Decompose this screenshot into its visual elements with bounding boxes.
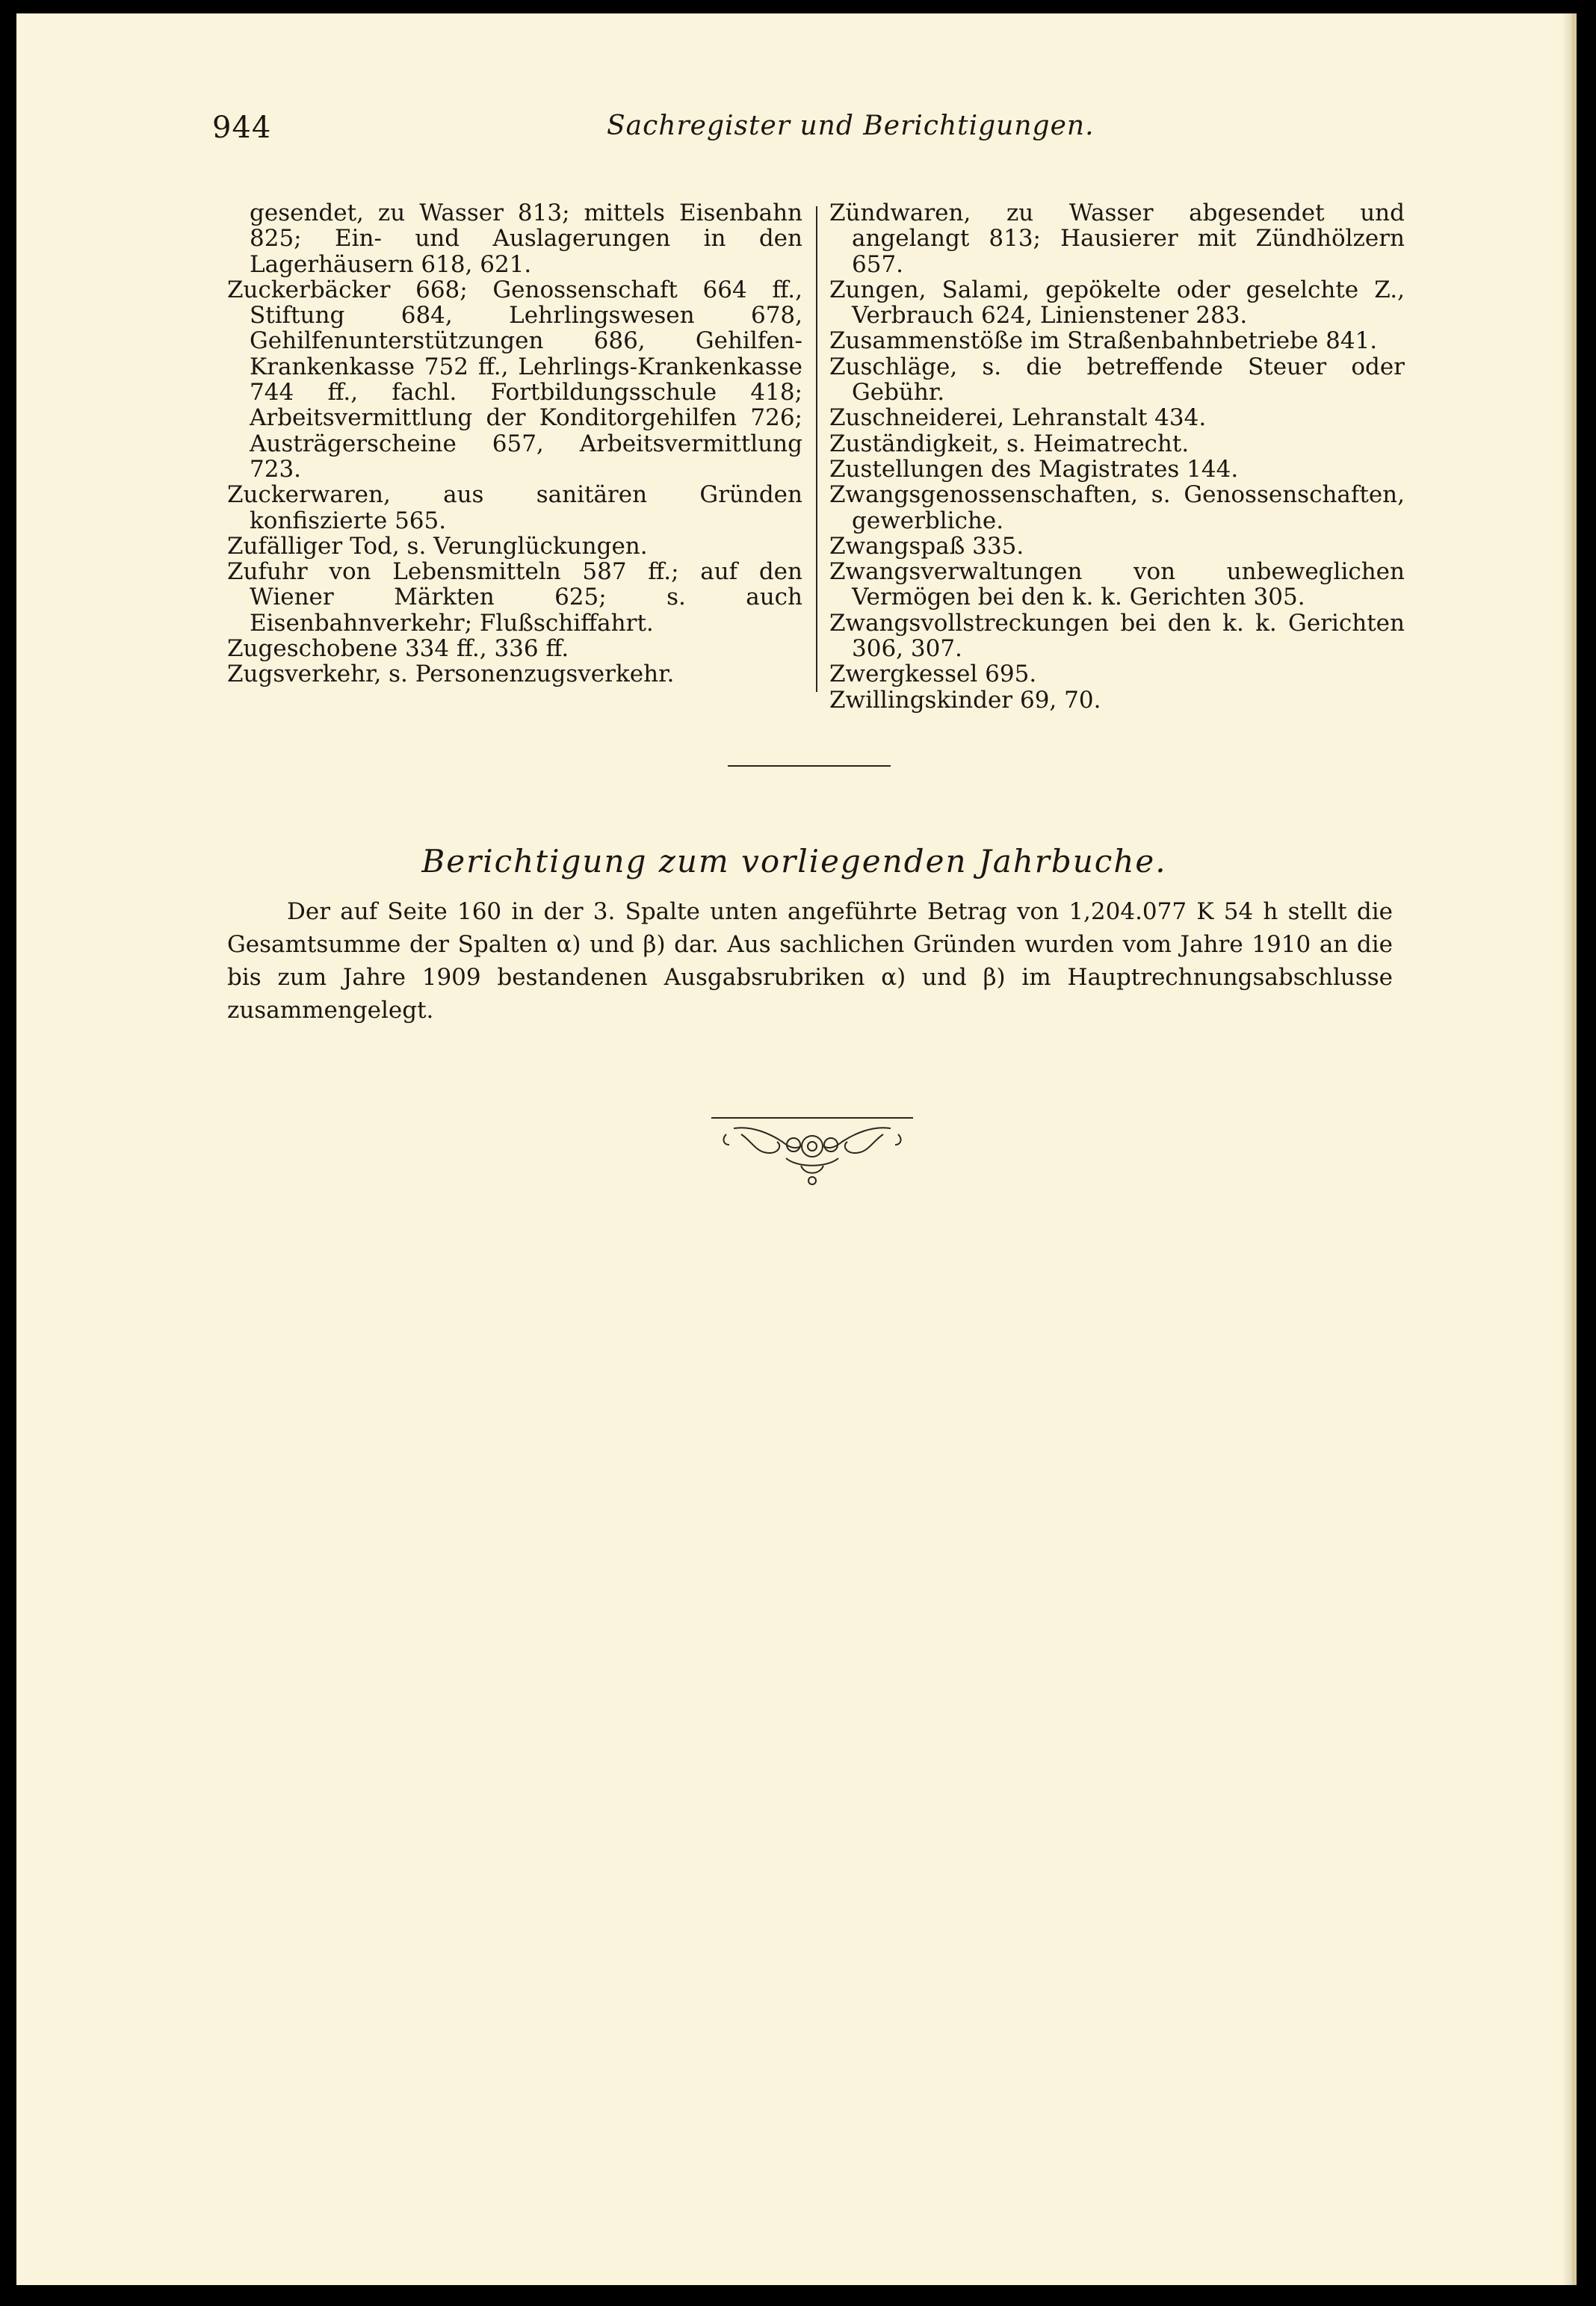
index-entry: Zuständigkeit, s. Heimatrecht. [829,430,1190,457]
index-entry: Zwangsgenossenschaften, s. Genossenschaften, gewerbliche. [829,481,1405,534]
running-head [16,111,1572,155]
index-entry: Zugeschobene 334 ff., 336 ff. [227,635,569,663]
index-entry: Zwangspaß 335. [829,532,1024,560]
index-entry: Zugsverkehr, s. Personenzugsverkehr. [227,661,675,688]
tailpiece-ornament [711,1112,913,1194]
index-entry: Zuschneiderei, Lehranstalt 434. [829,404,1207,432]
index-columns [227,200,1405,714]
index-entry: Zusammenstöße im Straßenbahnbetriebe 841. [829,327,1378,355]
section-divider [728,765,891,767]
index-entry: Zwangsverwaltungen von unbeweglichen Vermögen bei den k. k. Gerichten 305. [829,558,1405,611]
index-entry: Zuschläge, s. die betreffende Steuer oder Gebühr. [829,353,1405,407]
page-number: 944 [212,111,272,145]
index-entry: Zustellungen des Magistrates 144. [829,455,1239,483]
index-entry: Zungen, Salami, gepökelte oder geselchte Z., Verbrauch 624, Linienstener 283. [829,276,1405,330]
index-entry: Zuckerbäcker 668; Genossenschaft 664 ff., Stiftung 684, Lehrlingswesen 678, Gehilfenunterstützungen 686, Gehilfen-Krankenkasse 752 ff., Lehrlings-Krankenkasse 744 ff., fachl. Fortbildungsschule 418; Arbeitsvermittlung der Konditorgehilfen 726; Austrägerscheine 657, Arbeitsvermittlung 723. [227,276,802,483]
index-entry: Zwillingskinder 69, 70. [829,686,1101,714]
correction-title: Berichtigung zum vorliegenden Jahrbuche. [421,843,1167,880]
index-entry: Zufuhr von Lebensmitteln 587 ff.; auf den Wiener Märkten 625; s. auch Eisenbahnverkehr; Flußschiffahrt. [227,558,802,637]
index-entry: gesendet, zu Wasser 813; mittels Eisenbahn 825; Ein- und Auslagerungen in den Lagerhäusern 618, 621. [250,200,802,278]
index-entry: Zwangsvollstreckungen bei den k. k. Gerichten 306, 307. [829,609,1405,663]
index-entry: Zwergkessel 695. [829,661,1037,688]
index-entry: Zündwaren, zu Wasser abgesendet und angelangt 813; Hausierer mit Zündhölzern 657. [829,200,1405,278]
index-entry: Zufälliger Tod, s. Verunglückungen. [227,532,648,560]
index-column-right [829,200,1405,713]
page-edge-shadow [1562,13,1572,2285]
column-divider [816,206,817,692]
index-column-left [227,200,802,687]
index-entry: Zuckerwaren, aus sanitären Gründen konfiszierte 565. [227,481,802,534]
header-title: Sachregister und Berichtigungen. [607,111,1095,141]
correction-body: Der auf Seite 160 in der 3. Spalte unten angeführte Betrag von 1,204.077 K 54 h stellt die Gesamtsumme der Spalten α) und β) dar. Aus sachlichen Gründen wurden vom Jahre 1910 an die bis zum Jahre 1909 bestandenen Ausgabsrubriken α) und β) im Hauptrechnungsabschlusse zusammengelegt. [227,898,1393,1024]
book-page [16,13,1577,2285]
